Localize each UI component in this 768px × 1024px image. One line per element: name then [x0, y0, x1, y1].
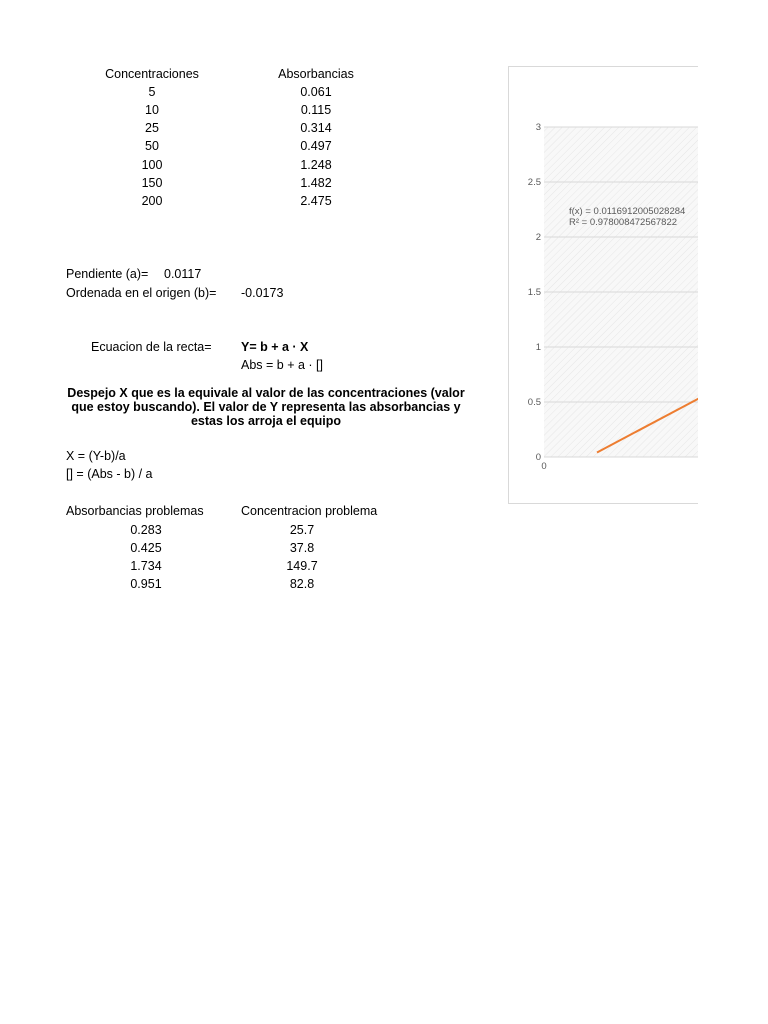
problem-conc-cell: 25.7 — [289, 523, 315, 537]
y-tick-label: 2 — [535, 232, 541, 243]
calib-conc-cell: 100 — [141, 158, 163, 172]
ordenada-value: -0.0173 — [241, 286, 284, 300]
y-tick-label: 0.5 — [527, 397, 541, 408]
chart-svg — [509, 67, 698, 504]
calib-abs-cell: 0.314 — [300, 121, 332, 135]
y-tick-label: 1.5 — [527, 287, 541, 298]
problem-conc-cell: 82.8 — [289, 577, 315, 591]
calib-abs-cell: 0.115 — [300, 103, 332, 117]
y-tick-label: 3 — [535, 122, 541, 133]
x-tick-label: 0 — [541, 461, 547, 472]
calib-conc-cell: 200 — [141, 194, 163, 208]
formula-line2: [] = (Abs - b) / a — [66, 467, 153, 481]
calib-conc-cell: 10 — [145, 103, 159, 117]
header-absorbancias-problemas: Absorbancias problemas — [66, 504, 204, 518]
y-tick-label: 1 — [535, 342, 541, 353]
calib-conc-cell: 25 — [145, 121, 159, 135]
header-concentracion-problema: Concentracion problema — [241, 504, 378, 518]
header-concentraciones: Concentraciones — [105, 67, 199, 81]
calib-abs-cell: 2.475 — [300, 194, 332, 208]
equation-line1: Y= b + a · X — [241, 340, 309, 354]
pendiente-value: 0.0117 — [164, 267, 202, 281]
calib-conc-cell: 5 — [148, 85, 156, 99]
chart-frame — [508, 66, 698, 504]
calib-abs-cell: 1.248 — [300, 158, 332, 172]
equation-line2: Abs = b + a · [] — [241, 358, 323, 372]
despejo-paragraph: Despejo X que es la equivale al valor de las concentraciones (valor que estoy buscando). El valor de Y representa las absorbancias y estas los arroja el equipo — [67, 386, 465, 428]
calib-abs-cell: 0.061 — [300, 85, 332, 99]
problem-abs-cell: 0.425 — [130, 541, 162, 555]
equation-label: Ecuacion de la recta= — [91, 340, 212, 354]
problem-conc-cell: 149.7 — [286, 559, 318, 573]
ordenada-label: Ordenada en el origen (b)= — [66, 286, 217, 300]
formula-line1: X = (Y-b)/a — [66, 449, 126, 463]
trendline-r2-label: R² = 0.978008472567822 — [569, 217, 678, 228]
calib-conc-cell: 50 — [145, 139, 159, 153]
problem-abs-cell: 1.734 — [130, 559, 162, 573]
problem-abs-cell: 0.951 — [130, 577, 162, 591]
problem-conc-cell: 37.8 — [289, 541, 315, 555]
calib-abs-cell: 0.497 — [300, 139, 332, 153]
pendiente-label: Pendiente (a)= — [66, 267, 149, 281]
header-absorbancias: Absorbancias — [278, 67, 354, 81]
y-tick-label: 0 — [535, 452, 541, 463]
calib-abs-cell: 1.482 — [300, 176, 332, 190]
calib-conc-cell: 150 — [141, 176, 163, 190]
problem-abs-cell: 0.283 — [130, 523, 162, 537]
y-tick-label: 2.5 — [527, 177, 541, 188]
trendline-equation-label: f(x) = 0.0116912005028284 — [569, 206, 686, 217]
